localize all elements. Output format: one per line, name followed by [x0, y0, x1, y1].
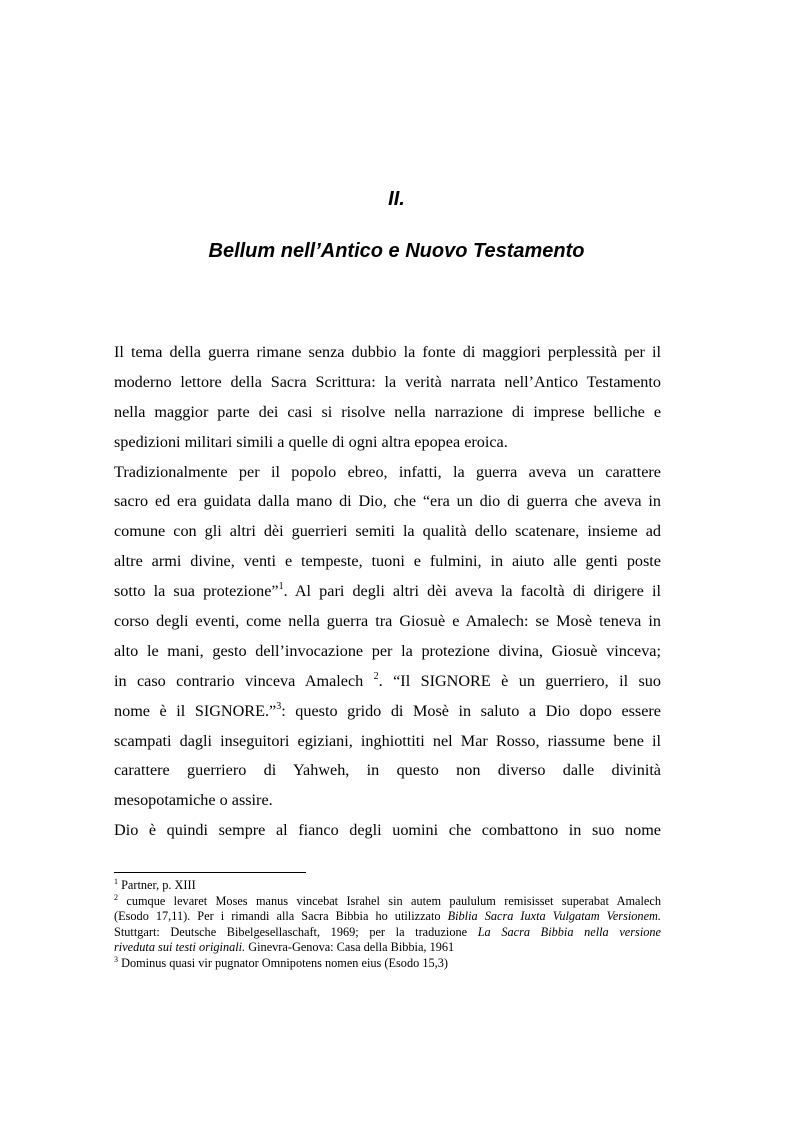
text-line: Il tema della guerra rimane senza dubbio la fonte di maggiori perplessità per il — [114, 343, 661, 361]
body-text — [114, 338, 661, 846]
text-line: nella maggior parte dei casi si risolve nella narrazione di imprese belliche e — [114, 402, 661, 421]
text-line — [114, 577, 661, 607]
footnote-3 — [114, 956, 661, 972]
footnote-text: Stuttgart: Deutsche Bibelgesellaschaft, 1969; per la traduzione — [114, 924, 478, 939]
footnote-number: 1 — [114, 877, 118, 886]
footnote-text: Ginevra-Genova: Casa della Bibbia, 1961 — [245, 940, 455, 955]
text-segment: nome è il SIGNORE.” — [114, 701, 277, 720]
text-line: alto le mani, gesto dell’invocazione per la protezione divina, Giosuè vinceva; — [114, 641, 661, 660]
text-segment: . “Il SIGNORE è un guerriero, il suo — [378, 671, 661, 690]
text-line — [114, 667, 661, 697]
footnote-text: (Esodo 17,11). Per i rimandi alla Sacra Bibbia ho utilizzato — [114, 909, 448, 924]
footnote-text: cumque levaret Moses manus vincebat Israhel sin autem paululum remisisset superabat Amalech — [118, 893, 661, 908]
text-line: comune con gli altri dèi guerrieri semiti la qualità dello scatenare, insieme ad — [114, 522, 661, 541]
text-segment: in caso contrario vinceva Amalech — [114, 671, 374, 690]
text-line: moderno lettore della Sacra Scrittura: la verità narrata nell’Antico Testamento — [114, 372, 661, 391]
footnote-separator — [114, 872, 306, 873]
text-line: sacro ed era guidata dalla mano di Dio, che “era un dio di guerra che aveva in — [114, 492, 661, 511]
footnote-ref[interactable]: 1 — [278, 581, 284, 593]
footnote-ref[interactable]: 3 — [276, 700, 282, 712]
text-line: altre armi divine, venti e tempeste, tuoni e fulmini, in aiuto alle genti poste — [114, 552, 661, 571]
text-line: scampati dagli inseguitori egiziani, inghiottiti nel Mar Rosso, riassume bene il — [114, 731, 661, 750]
chapter-title: Bellum nell’Antico e Nuovo Testamento — [208, 240, 585, 262]
text-line: Dio è quindi sempre al fianco degli uomini che combattono in suo nome — [114, 821, 661, 840]
text-line — [114, 697, 661, 727]
text-line: Tradizionalmente per il popolo ebreo, infatti, la guerra aveva un carattere — [114, 462, 661, 481]
footnote-number: 2 — [114, 893, 118, 902]
footnote-2-line — [114, 909, 661, 925]
footnote-ref[interactable]: 2 — [373, 670, 379, 682]
text-segment: : questo grido di Mosè in saluto a Dio dopo essere — [281, 701, 661, 720]
footnotes — [114, 878, 661, 972]
text-line: mesopotamiche o assire. — [114, 791, 273, 810]
chapter-number: II. — [388, 188, 405, 210]
text-line: corso degli eventi, come nella guerra tra Giosuè e Amalech: se Mosè teneva in — [114, 612, 661, 631]
citation-title: La Sacra Bibbia nella versione — [477, 924, 661, 939]
text-segment: sotto la sua protezione” — [114, 582, 279, 601]
footnote-2-line — [114, 925, 661, 941]
text-segment: . Al pari degli altri dèi aveva la facoltà di dirigere il — [283, 582, 661, 601]
footnote-1 — [114, 878, 661, 894]
footnote-text: Dominus quasi vir pugnator Omnipotens nomen eius (Esodo 15,3) — [118, 955, 448, 970]
text-line: carattere guerriero di Yahweh, in questo non diverso dalle divinità — [114, 761, 661, 780]
footnote-number: 3 — [114, 954, 118, 964]
footnote-text: Partner, p. XIII — [118, 878, 196, 892]
text-line: spedizioni militari simili a quelle di ogni altra epopea eroica. — [114, 432, 508, 451]
citation-title: riveduta sui testi originali. — [114, 940, 246, 955]
footnote-2-line — [114, 940, 661, 956]
citation-title: Biblia Sacra Iuxta Vulgatam Versionem. — [447, 909, 661, 924]
footnote-2-line — [114, 894, 661, 910]
